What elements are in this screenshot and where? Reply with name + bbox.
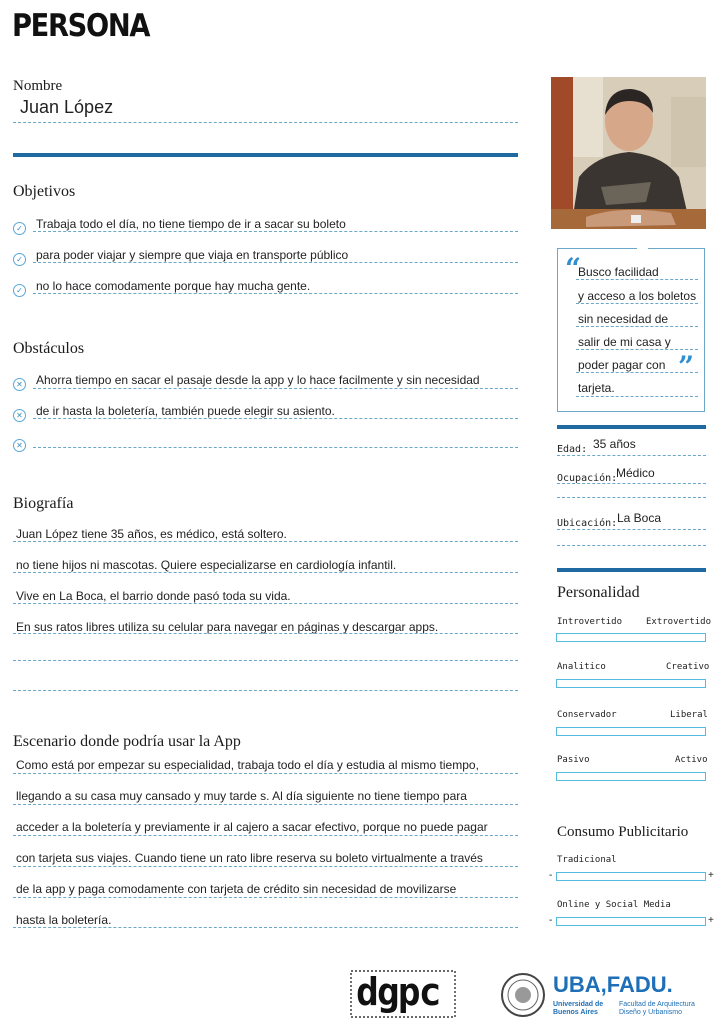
obstaculo-line: de ir hasta la boletería, también puede elegir su asiento. (36, 404, 335, 418)
quote-top-border (557, 248, 637, 249)
escenario-line: de la app y paga comodamente con tarjeta de crédito sin necesidad de movilizarse (16, 882, 457, 896)
biografia-heading: Biografía (13, 495, 74, 512)
quote-underline (576, 396, 698, 397)
escenario-underline (13, 897, 518, 898)
obstaculo-underline (33, 418, 518, 419)
quote-underline (576, 303, 698, 304)
consumo-heading: Consumo Publicitario (557, 824, 689, 840)
open-quote-icon: “ (565, 252, 582, 285)
personalidad-divider (557, 568, 706, 572)
biografia-line: no tiene hijos ni mascotas. Quiere especializarse en cardiología infantil. (16, 558, 397, 572)
scale-right-label: Creativo (666, 662, 710, 672)
biografia-line: Juan López tiene 35 años, es médico, está soltero. (16, 527, 287, 541)
ocupacion-label: Ocupación: (557, 473, 618, 484)
scale-left-label: Introvertido (557, 617, 623, 627)
escenario-underline (13, 835, 518, 836)
objetivo-underline (33, 293, 518, 294)
ocupacion-value: Médico (616, 466, 655, 480)
plus-label: + (708, 870, 714, 881)
dgpc-logo (350, 970, 456, 1018)
ubicacion-label: Ubicación: (557, 518, 618, 529)
personality-slider[interactable] (556, 772, 706, 781)
consumo-slider[interactable] (556, 917, 706, 926)
biografia-underline (13, 633, 518, 634)
personality-slider[interactable] (556, 727, 706, 736)
uba-logo-text: UBA,FADU. (553, 972, 673, 997)
objetivo-underline (33, 262, 518, 263)
edad-label: Edad: (557, 444, 588, 455)
scale-left-label: Pasivo (557, 755, 590, 765)
minus-label: - (549, 870, 553, 881)
page-title: PERSONA (12, 8, 150, 44)
escenario-underline (13, 866, 518, 867)
check-icon: ✓ (13, 222, 26, 235)
escenario-underline (13, 773, 518, 774)
divider-bar (13, 153, 518, 157)
consumo-slider[interactable] (556, 872, 706, 881)
scale-right-label: Activo (675, 755, 708, 765)
obstaculo-line: Ahorra tiempo en sacar el pasaje desde la app y lo hace facilmente y sin necesidad (36, 373, 480, 387)
biografia-underline (13, 572, 518, 573)
objetivo-underline (33, 231, 518, 232)
escenario-line: Como está por empezar su especialidad, trabaja todo el día y estudia al mismo tiempo, (16, 758, 479, 772)
persona-photo-illustration (551, 77, 706, 229)
check-icon: ✓ (13, 253, 26, 266)
ubicacion-underline (557, 529, 706, 530)
escenario-line: con tarjeta sus viajes. Cuando tiene un rato libre reserva su boleto virtualmente a través (16, 851, 483, 865)
close-quote-icon: ” (678, 350, 695, 383)
escenario-line: hasta la boletería. (16, 913, 112, 927)
biografia-underline (13, 660, 518, 661)
escenario-line: acceder a la boletería y previamente ir al cajero a sacar efectivo, porque no puede pagar (16, 820, 488, 834)
nombre-underline (13, 122, 518, 123)
personality-slider[interactable] (556, 679, 706, 688)
quote-underline (576, 279, 698, 280)
quote-line: sin necesidad de (578, 312, 669, 326)
quote-top-border (648, 248, 705, 249)
personalidad-heading: Personalidad (557, 584, 640, 601)
quote-line: tarjeta. (578, 381, 615, 395)
escenario-underline (13, 804, 518, 805)
datos-divider (557, 425, 706, 429)
ubicacion-value: La Boca (617, 511, 662, 525)
objetivos-heading: Objetivos (13, 183, 76, 200)
quote-underline (576, 326, 698, 327)
scale-right-label: Extrovertido (646, 617, 712, 627)
persona-photo (551, 77, 706, 229)
objetivo-line: Trabaja todo el día, no tiene tiempo de ir a sacar su boleto (36, 217, 346, 231)
uba-seal-icon (500, 972, 546, 1018)
x-circle-icon: ✕ (13, 439, 26, 452)
uba-name: Universidad de Buenos Aires (553, 1001, 604, 1016)
dgpc-logo-text: dgpc (356, 970, 440, 1014)
fadu-name: Facultad de Arquitectura Diseño y Urbanismo (619, 1001, 695, 1016)
objetivo-line: para poder viajar y siempre que viaja en transporte público (36, 248, 349, 262)
edad-value: 35 años (593, 437, 636, 451)
obstaculo-underline (33, 447, 518, 448)
quote-line: salir de mi casa y (578, 335, 671, 349)
objetivo-line: no lo hace comodamente porque hay mucha gente. (36, 279, 311, 293)
scale-left-label: Conservador (557, 710, 617, 720)
ubicacion-underline-2 (557, 545, 706, 546)
personality-slider[interactable] (556, 633, 706, 642)
minus-label: - (549, 915, 553, 926)
escenario-underline (13, 927, 518, 928)
edad-underline (557, 455, 706, 456)
check-icon: ✓ (13, 284, 26, 297)
biografia-line: En sus ratos libres utiliza su celular para navegar en páginas y descargar apps. (16, 620, 439, 634)
escenario-heading: Escenario donde podría usar la App (13, 733, 241, 750)
biografia-underline (13, 541, 518, 542)
quote-line: poder pagar con (578, 358, 666, 372)
nombre-label: Nombre (13, 78, 63, 94)
obstaculo-underline (33, 388, 518, 389)
biografia-underline (13, 690, 518, 691)
nombre-value: Juan López (20, 97, 114, 117)
plus-label: + (708, 915, 714, 926)
x-circle-icon: ✕ (13, 409, 26, 422)
escenario-line: llegando a su casa muy cansado y muy tarde s. Al día siguiente no tiene tiempo para (16, 789, 467, 803)
scale-right-label: Liberal (670, 710, 708, 720)
x-circle-icon: ✕ (13, 378, 26, 391)
quote-line: Busco facilidad (578, 265, 659, 279)
consumo-label: Tradicional (557, 855, 617, 865)
obstaculos-heading: Obstáculos (13, 340, 85, 357)
ocupacion-underline-2 (557, 497, 706, 498)
biografia-underline (13, 603, 518, 604)
consumo-label: Online y Social Media (557, 900, 671, 910)
ocupacion-underline (557, 483, 706, 484)
biografia-line: Vive en La Boca, el barrio donde pasó toda su vida. (16, 589, 291, 603)
scale-left-label: Analitico (557, 662, 606, 672)
quote-line: y acceso a los boletos (578, 289, 697, 303)
